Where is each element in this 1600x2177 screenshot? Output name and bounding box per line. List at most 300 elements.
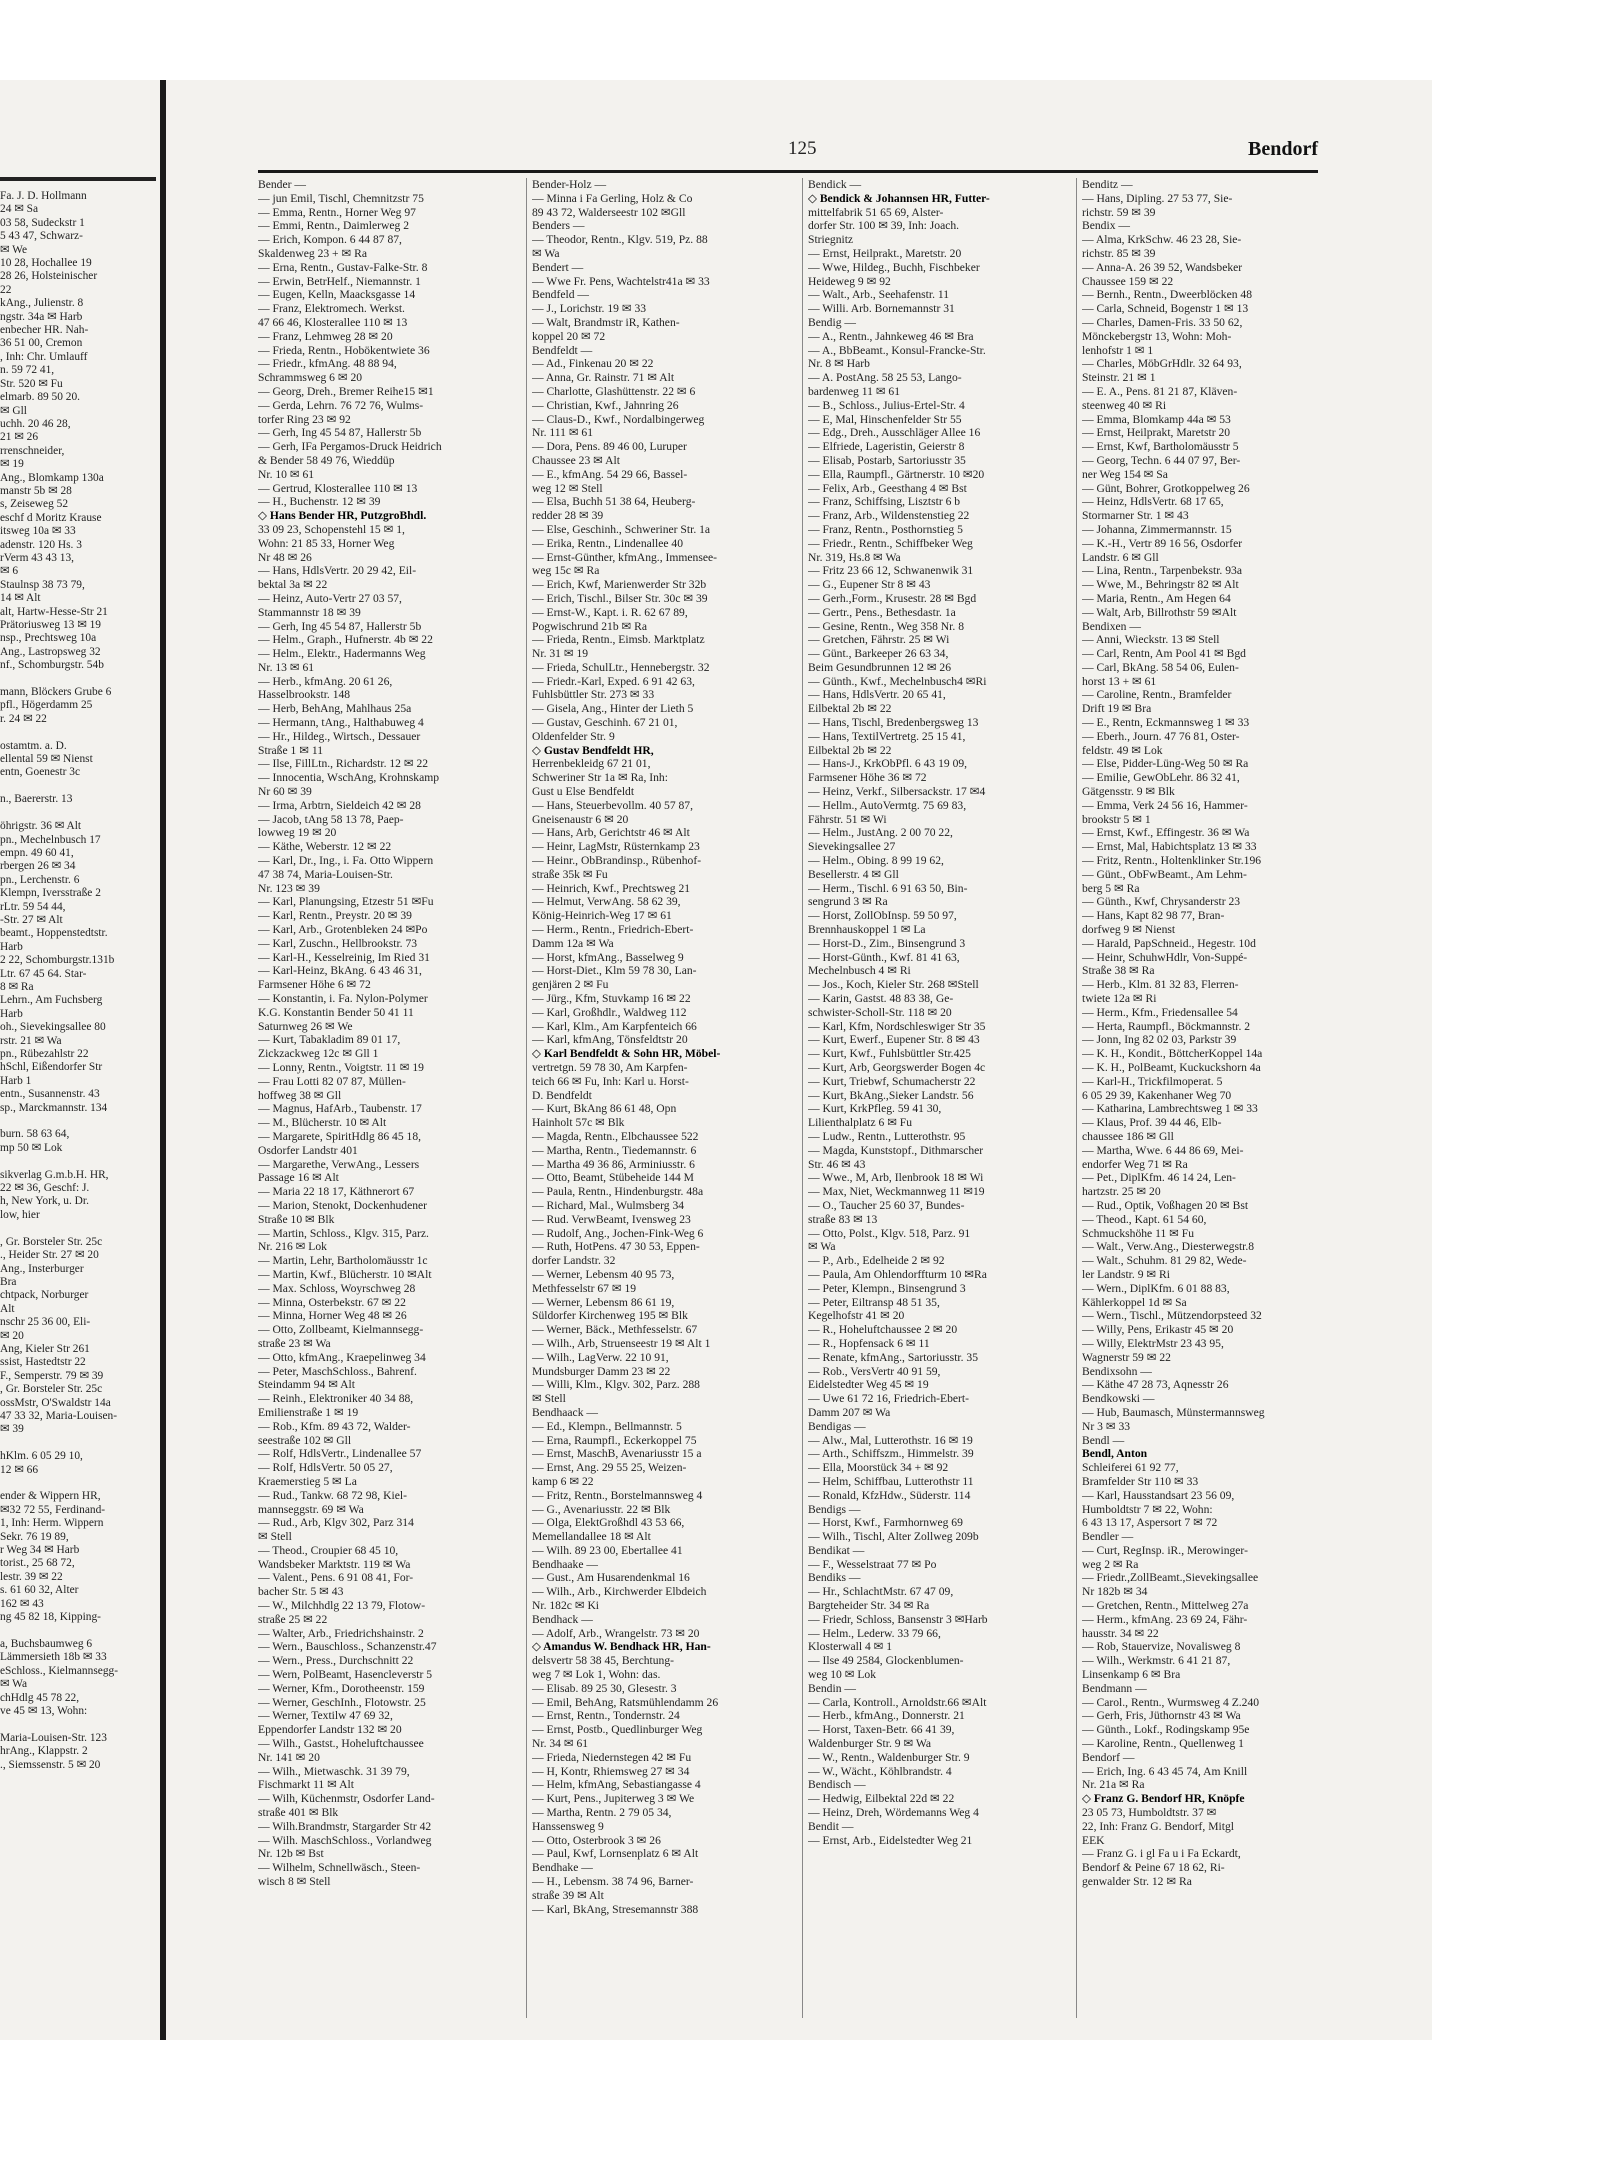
directory-entry-line: Schrammsweg 6 ✉ 20 <box>258 371 363 385</box>
previous-page-line <box>0 1718 156 1731</box>
directory-entry-line: — Helm, Schiffbau, Lutterothstr 11 <box>808 1474 974 1488</box>
directory-entry-line: Kählerkoppel 1d ✉ Sa <box>1082 1295 1187 1309</box>
directory-entry-line: — Max, Niet, Weckmannweg 11 ✉19 <box>808 1185 985 1199</box>
directory-entry-line: — Horst, Kwf., Farmhornweg 69 <box>808 1516 963 1530</box>
directory-entry-line: straße 35k ✉ Fu <box>532 867 608 881</box>
directory-entry-line: — E., Rentn, Eckmannsweg 1 ✉ 33 <box>1082 716 1250 730</box>
directory-entry-line: — Klaus, Prof. 39 44 46, Elb- <box>1082 1116 1222 1130</box>
directory-entry-line: weg 2 ✉ Ra <box>1082 1557 1139 1571</box>
directory-entry-line: Chaussee 23 ✉ Alt <box>532 453 620 467</box>
previous-page-line: hKlm. 6 05 29 10, <box>0 1450 83 1463</box>
directory-entry-line: — Werner, GeschInh., Flotowstr. 25 <box>258 1695 426 1709</box>
previous-page-line: ✉ We <box>0 243 28 256</box>
directory-entry-line: straße 401 ✉ Blk <box>258 1806 339 1820</box>
previous-page-line <box>0 807 156 820</box>
directory-entry-line: 47 66 46, Klosterallee 110 ✉ 13 <box>258 315 408 329</box>
directory-entry-line: — Karl-H., Kesselreinig, Im Ried 31 <box>258 950 430 964</box>
directory-entry-line: — Paula, Am Ohlendorffturm 10 ✉Ra <box>808 1267 987 1281</box>
previous-page-line: sikverlag G.m.b.H. HR, <box>0 1168 109 1181</box>
directory-entry-line: — Käthe, Weberstr. 12 ✉ 22 <box>258 840 392 854</box>
previous-page-line: ssist, Hastedtstr 22 <box>0 1356 86 1369</box>
directory-entry-line: Gneisenaustr 6 ✉ 20 <box>532 812 629 826</box>
previous-page-line: elmarb. 89 50 20. <box>0 391 81 404</box>
previous-page-line <box>0 1155 156 1168</box>
directory-entry-line: — Arth., Schiffszm., Himmelstr. 39 <box>808 1447 974 1461</box>
directory-entry-line: — Anni, Wieckstr. 13 ✉ Stell <box>1082 633 1220 647</box>
directory-entry-line: — Lina, Rentn., Tarpenbekstr. 93a <box>1082 564 1242 578</box>
column-divider <box>1076 178 1077 2018</box>
directory-entry-line: — Gretchen, Fährstr. 25 ✉ Wi <box>808 633 950 647</box>
directory-entry-line: Bender-Holz — <box>532 178 607 191</box>
directory-entry-line: — Friedr., kfmAng. 48 88 94, <box>258 357 397 371</box>
directory-entry-line: — Frieda, SchulLtr., Hennebergstr. 32 <box>532 660 710 674</box>
directory-entry-line: — Walt., Verw.Ang., Diesterwegstr.8 <box>1082 1240 1255 1254</box>
directory-entry-line: — Wern., Press., Durchschnitt 22 <box>258 1654 414 1668</box>
directory-entry-line: weg 10 ✉ Lok <box>808 1668 876 1682</box>
directory-entry-line: — Kurt, Arb, Georgswerder Bogen 4c <box>808 1061 986 1074</box>
previous-page-line <box>0 1437 156 1450</box>
directory-entry-line: — Charlotte, Glashüttenstr. 22 ✉ 6 <box>532 384 696 398</box>
directory-entry-line: — Elfriede, Lageristin, Geierstr 8 <box>808 440 965 454</box>
previous-page-line: Harb <box>0 940 23 953</box>
running-head: Bendorf <box>1248 138 1318 160</box>
directory-entry-line: — Karl, Großhdlr., Waldweg 112 <box>532 1005 687 1019</box>
directory-entry-line: — Erna, Raumpfl., Eckerkoppel 75 <box>532 1433 697 1447</box>
directory-entry-line: — Horst-Günth., Kwf. 81 41 63, <box>808 950 960 964</box>
directory-entry-line: — Olga, ElektGroßhdl 43 53 66, <box>532 1516 685 1530</box>
directory-entry-line: — Wwe., M, Arb, Ilenbrook 18 ✉ Wi <box>808 1171 984 1185</box>
directory-entry-line: — E, Mal, Hinschenfelder Str 55 <box>808 412 962 426</box>
directory-entry-line: — Christian, Kwf., Jahnring 26 <box>532 398 679 412</box>
directory-entry-line: — E., kfmAng. 54 29 66, Bassel- <box>532 467 688 481</box>
directory-entry-line: — Charles, Damen-Fris. 33 50 62, <box>1082 315 1243 329</box>
directory-entry-line: — Irma, Arbtrn, Sieldeich 42 ✉ 28 <box>258 798 421 812</box>
previous-page-line: empn. 49 60 41, <box>0 846 74 859</box>
directory-entry-line: — Carol., Rentn., Wurmsweg 4 Z.240 <box>1082 1695 1260 1709</box>
previous-page-line: s. 61 60 32, Alter <box>0 1584 79 1597</box>
directory-entry-line: Bendhaake — <box>532 1557 598 1571</box>
directory-entry-line: Nr. 12b ✉ Bst <box>258 1847 324 1861</box>
directory-entry-line: — Hans, Arb, Gerichtstr 46 ✉ Alt <box>532 826 690 840</box>
directory-entry-line: — Wwe, M., Behringstr 82 ✉ Alt <box>1082 578 1239 592</box>
directory-entry-line: — Frau Lotti 82 07 87, Müllen- <box>258 1074 406 1088</box>
directory-entry-line: Bendorf & Peine 67 18 62, Ri- <box>1082 1861 1225 1875</box>
directory-entry-line: weg 7 ✉ Lok 1, Wohn: das. <box>532 1668 661 1682</box>
directory-entry-line: — Walt, Brandmstr iR, Kathen- <box>532 315 680 329</box>
directory-entry-line: — Reinh., Elektroniker 40 34 88, <box>258 1392 414 1406</box>
directory-entry-line: — Otto, Beamt, Stübeheide 144 M <box>532 1171 694 1185</box>
directory-entry-line: Nr. 111 ✉ 61 <box>532 426 594 440</box>
directory-entry-line: — Werner, Lebensm 86 61 19, <box>532 1295 675 1309</box>
previous-page-line: Lämmersieth 18b ✉ 33 <box>0 1651 107 1664</box>
directory-entry-line: — Eberh., Journ. 47 76 81, Oster- <box>1082 729 1240 743</box>
directory-entry-line: — Ernst, Kwf, Bartholomäusstr 5 <box>1082 440 1239 454</box>
directory-entry-line: Bendfeld — <box>532 288 589 302</box>
previous-page-line: pn., Rübezahlstr 22 <box>0 1048 89 1060</box>
directory-entry-line: — Werner, Textilw 47 69 32, <box>258 1709 393 1723</box>
directory-page <box>0 80 1432 2040</box>
directory-entry-line: Schleiferei 61 92 77, <box>1082 1461 1179 1475</box>
directory-entry-line: Wandsbeker Marktstr. 119 ✉ Wa <box>258 1557 411 1571</box>
directory-entry-line: Sievekingsallee 27 <box>808 840 896 854</box>
directory-entry-line: Bendit — <box>808 1819 854 1833</box>
directory-entry-line: — Wilh., Arb, Struenseestr 19 ✉ Alt 1 <box>532 1336 711 1350</box>
directory-entry-line: endorfer Weg 71 ✉ Ra <box>1082 1157 1188 1171</box>
previous-page-line: Klempn, Iversstraße 2 <box>0 887 101 900</box>
previous-page-line: manstr 5b ✉ 28 <box>0 484 72 497</box>
directory-entry-line: — Karoline, Rentn., Quellenweg 1 <box>1082 1737 1244 1751</box>
directory-entry-line: Mönckebergstr 13, Wohn: Moh- <box>1082 329 1232 343</box>
directory-entry-line: — Martha, Rentn. 2 79 05 34, <box>532 1806 672 1820</box>
directory-entry-line: dorfweg 9 ✉ Nienst <box>1082 923 1176 937</box>
directory-entry-line: — Rob, Stauervize, Novalisweg 8 <box>1082 1640 1241 1654</box>
previous-page-line: , Inh: Chr. Umlauff <box>0 350 88 363</box>
previous-page-line: ngstr. 34a ✉ Harb <box>0 310 83 323</box>
directory-entry-line: Nr. 8 ✉ Harb <box>808 357 870 371</box>
directory-entry-line: Bendiks — <box>808 1571 861 1585</box>
directory-entry-line: — Gerh, Ing 45 54 87, Hallerstr 5b <box>258 426 422 440</box>
directory-entry-line: mittelfabrik 51 65 69, Alster- <box>808 205 944 219</box>
directory-entry-line: — Heinz, HdlsVertr. 68 17 65, <box>1082 495 1224 509</box>
directory-entry-line: sengrund 3 ✉ Ra <box>808 895 888 909</box>
directory-entry-line: — Wilh. MaschSchloss., Vorlandweg <box>258 1833 432 1847</box>
directory-entry-line: — Eugen, Kelln, Maacksgasse 14 <box>258 288 416 302</box>
directory-entry-line: — Fritz 23 66 12, Schwanenwik 31 <box>808 564 974 578</box>
directory-entry-line: Skaldenweg 23 + ✉ Ra <box>258 246 367 260</box>
directory-entry-line: Hanssensweg 9 <box>532 1819 604 1833</box>
directory-entry-line: — Renate, kfmAng., Sartoriusstr. 35 <box>808 1350 979 1364</box>
directory-entry-line: Steinstr. 21 ✉ 1 <box>1082 371 1156 385</box>
directory-entry-line: — Rud., Optik, Voßhagen 20 ✉ Bst <box>1082 1198 1249 1212</box>
directory-entry-line: Nr. 141 ✉ 20 <box>258 1750 320 1764</box>
directory-entry-line: — Magda, Kunststopf., Dithmarscher <box>808 1143 984 1157</box>
directory-entry-line: — Herm., Kfm., Friedensallee 54 <box>1082 1005 1238 1019</box>
directory-entry-line: — Willy, ElektrMstr 23 43 95, <box>1082 1336 1224 1350</box>
directory-entry-line: — Kurt, KrkPfleg. 59 41 30, <box>808 1102 942 1116</box>
directory-entry-line: Bendl, Anton <box>1082 1447 1148 1461</box>
directory-entry-line: Zickzackweg 12c ✉ Gll 1 <box>258 1047 379 1061</box>
directory-entry-line: Gätgensstr. 9 ✉ Blk <box>1082 785 1175 799</box>
directory-entry-line: schwister-Scholl-Str. 118 ✉ 20 <box>808 1005 952 1019</box>
directory-entry-line: — Horst, kfmAng., Basselweg 9 <box>532 950 684 964</box>
directory-entry-line: — Johanna, Zimmermannstr. 15 <box>1082 522 1232 536</box>
page-header <box>258 138 1318 168</box>
directory-entry-line: Bendixsohn — <box>1082 1364 1152 1378</box>
directory-entry-line: — Hermann, tAng., Halthabuweg 4 <box>258 716 424 730</box>
directory-entry-line: Bender — <box>258 178 306 191</box>
directory-entry-line: — Adolf, Arb., Wrangelstr. 73 ✉ 20 <box>532 1626 700 1640</box>
directory-entry-line: hartzstr. 25 ✉ 20 <box>1082 1185 1161 1199</box>
directory-entry-line: Bendmann — <box>1082 1681 1147 1695</box>
directory-entry-line: — Rob., Kfm. 89 43 72, Walder- <box>258 1419 411 1433</box>
directory-entry-line: Nr. 216 ✉ Lok <box>258 1240 327 1254</box>
previous-page-line: rrenschneider, <box>0 444 65 457</box>
previous-page-line: pn., Lerchenstr. 6 <box>0 873 80 886</box>
directory-entry-line: Emilienstraße 1 ✉ 19 <box>258 1405 359 1419</box>
directory-entry-line: Eilbektal 2b ✉ 22 <box>808 743 892 757</box>
previous-page-line <box>0 1222 156 1235</box>
directory-entry-line: — Heinz, Auto-Vertr 27 03 57, <box>258 591 402 605</box>
directory-entry-line: — Helm., Graph., Hufnerstr. 4b ✉ 22 <box>258 633 433 647</box>
directory-entry-line: Damm 207 ✉ Wa <box>808 1405 891 1419</box>
directory-entry-line: — Ernst-W., Kapt. i. R. 62 67 89, <box>532 605 688 619</box>
directory-entry-line: bardenweg 11 ✉ 61 <box>808 384 901 398</box>
directory-entry-line: Memellandallee 18 ✉ Alt <box>532 1530 651 1544</box>
directory-entry-line: Wagnerstr 59 ✉ 22 <box>1082 1350 1171 1364</box>
directory-entry-line: Bendisch — <box>808 1778 866 1792</box>
previous-page-line: 8 ✉ Ra <box>0 980 34 993</box>
directory-entry-line: — Rud., Arb, Klgv 302, Parz 314 <box>258 1516 414 1530</box>
directory-entry-line: — jun Emil, Tischl, Chemnitzstr 75 <box>258 191 424 205</box>
directory-entry-line: ✉ Wa <box>532 246 560 260</box>
directory-entry-line: — Ruth, HotPens. 47 30 53, Eppen- <box>532 1240 700 1254</box>
directory-entry-line: weg 15c ✉ Ra <box>532 564 600 578</box>
directory-entry-line: — Kurt, Tabakladim 89 01 17, <box>258 1033 401 1047</box>
previous-page-line: rstr. 21 ✉ Wa <box>0 1034 62 1047</box>
directory-entry-line: feldstr. 49 ✉ Lok <box>1082 743 1163 757</box>
directory-entry-line: vertretgn. 59 78 30, Am Karpfen- <box>532 1061 688 1074</box>
directory-entry-line: — Kurt, Kwf., Fuhlsbüttler Str.425 <box>808 1047 971 1061</box>
directory-entry-line: Eidelstedter Weg 45 ✉ 19 <box>808 1378 929 1392</box>
directory-entry-line: — Wilh., Tischl, Alter Zollweg 209b <box>808 1530 979 1544</box>
directory-entry-line: — Wern, PolBeamt, Hasencleverstr 5 <box>258 1668 433 1682</box>
directory-entry-line: — Ernst-Günther, kfmAng., Immensee- <box>532 550 717 564</box>
directory-entry-line: ler Landstr. 9 ✉ Ri <box>1082 1267 1170 1281</box>
directory-entry-line: — Gretchen, Rentn., Mittelweg 27a <box>1082 1599 1249 1613</box>
directory-entry-line: — Otto, Polst., Klgv. 518, Parz. 91 <box>808 1226 971 1240</box>
directory-entry-line: — Karl, Arb., Grotenbleken 24 ✉Po <box>258 923 428 937</box>
directory-entry-line: K.G. Konstantin Bender 50 41 11 <box>258 1005 414 1019</box>
directory-entry-line: Bendhake — <box>532 1861 593 1875</box>
previous-page-line: Ltr. 67 45 64. Star- <box>0 967 87 980</box>
directory-entry-line: — Wilh., LagVerw. 22 10 91, <box>532 1350 669 1364</box>
directory-column-3 <box>808 178 1070 1847</box>
directory-entry-line: — Ernst, Rentn., Tondernstr. 24 <box>532 1709 680 1723</box>
directory-entry-line: — Gerh, Fris, Jüthornstr 43 ✉ Wa <box>1082 1709 1241 1723</box>
previous-page-line: 03 58, Sudeckstr 1 <box>0 216 85 229</box>
previous-page-line: 12 ✉ 66 <box>0 1463 39 1476</box>
directory-entry-line: — Horst-D., Zim., Binsengrund 3 <box>808 936 966 950</box>
previous-page-line: 21 ✉ 26 <box>0 431 39 444</box>
directory-entry-line: — Gerh, Ing 45 54 87, Hallerstr 5b <box>258 619 422 633</box>
previous-page-line: Staulnsp 38 73 79, <box>0 578 85 591</box>
previous-page-line: ✉ Wa <box>0 1678 28 1691</box>
previous-page-line: Ang, Kieler Str 261 <box>0 1342 90 1355</box>
directory-entry-line: — Hans, HdlsVertr. 20 65 41, <box>808 688 946 702</box>
previous-page-line: h, New York, u. Dr. <box>0 1195 89 1208</box>
directory-entry-line: kamp 6 ✉ 22 <box>532 1474 594 1488</box>
previous-page-line: pn., Mechelnbusch 17 <box>0 833 101 846</box>
column-divider <box>802 178 803 2018</box>
directory-entry-line: — H, Kontr, Rhiemsweg 27 ✉ 34 <box>532 1764 690 1778</box>
previous-page-line: ✉32 72 55, Ferdinand- <box>0 1503 106 1516</box>
directory-entry-line: genjären 2 ✉ Fu <box>532 978 609 992</box>
directory-entry-line: Bargteheider Str. 34 ✉ Ra <box>808 1599 930 1613</box>
directory-entry-line: Heideweg 9 ✉ 92 <box>808 274 891 288</box>
directory-entry-line: — Willy, Pens, Erikastr 45 ✉ 20 <box>1082 1323 1234 1337</box>
directory-entry-line: — Jos., Koch, Kieler Str. 268 ✉Stell <box>808 978 979 992</box>
directory-entry-line: ✉ Stell <box>258 1530 292 1544</box>
directory-entry-line: Oldenfelder Str. 9 <box>532 729 615 743</box>
directory-entry-line: Fischmarkt 11 ✉ Alt <box>258 1778 354 1792</box>
directory-entry-line: — Georg, Dreh., Bremer Reihe15 ✉1 <box>258 384 434 398</box>
previous-page-line: Sekr. 76 19 89, <box>0 1530 69 1543</box>
previous-page-line: ., Siemssenstr. 5 ✉ 20 <box>0 1758 101 1771</box>
directory-entry-line: — Heinr, LagMstr, Rüsternkamp 23 <box>532 840 700 854</box>
directory-entry-line: — Magda, Rentn., Elbchaussee 522 <box>532 1129 699 1143</box>
directory-entry-line: bektal 3a ✉ 22 <box>258 578 328 592</box>
previous-page-line: 36 51 00, Cremon <box>0 337 83 350</box>
directory-entry-line: — Emilie, GewObLehr. 86 32 41, <box>1082 771 1240 785</box>
directory-entry-line: straße 25 ✉ 22 <box>258 1612 328 1626</box>
previous-page-line: hrAng., Klappstr. 2 <box>0 1745 88 1758</box>
directory-entry-line: — Emma, Blomkamp 44a ✉ 53 <box>1082 412 1231 426</box>
previous-page-line: hSchl, Eißendorfer Str <box>0 1061 103 1074</box>
directory-entry-line: — Walter, Arb., Friedrichshainstr. 2 <box>258 1626 424 1640</box>
directory-entry-line: — Anna, Gr. Rainstr. 71 ✉ Alt <box>532 371 675 385</box>
previous-page-line: r. 24 ✉ 22 <box>0 712 47 725</box>
directory-entry-line: — Karl, Rentn., Preystr. 20 ✉ 39 <box>258 909 412 923</box>
directory-entry-line: — Carla, Schneid, Bogenstr 1 ✉ 13 <box>1082 302 1249 316</box>
directory-entry-line: Bendin — <box>808 1681 856 1695</box>
directory-entry-line: ◇ Hans Bender HR, PutzgroBhdl. <box>258 509 427 523</box>
directory-entry-line: — Ad., Finkenau 20 ✉ 22 <box>532 357 654 371</box>
directory-entry-line: — Rolf, HdlsVertr., Lindenallee 57 <box>258 1447 422 1461</box>
directory-entry-line: 6 05 29 39, Kakenhaner Weg 70 <box>1082 1088 1232 1102</box>
directory-entry-line: — Horst-Diet., Klm 59 78 30, Lan- <box>532 964 697 978</box>
directory-entry-line: — Gerh, IFa Pergamos-Druck Heidrich <box>258 440 442 454</box>
directory-entry-line: — Kurt, Ewerf., Eupener Str. 8 ✉ 43 <box>808 1033 980 1047</box>
directory-entry-line: Nr 3 ✉ 33 <box>1082 1419 1131 1433</box>
directory-entry-line: Bendig — <box>808 315 856 329</box>
previous-page-line: ., Heider Str. 27 ✉ 20 <box>0 1249 99 1262</box>
directory-entry-line: — Martin, Lehr, Bartholomäusstr 1c <box>258 1254 428 1268</box>
directory-entry-line: — W., Rentn., Waldenburger Str. 9 <box>808 1750 970 1764</box>
directory-entry-line: wisch 8 ✉ Stell <box>258 1875 331 1889</box>
directory-entry-line: — Elisab. 89 25 30, Glesestr. 3 <box>532 1681 677 1695</box>
directory-entry-line: — Walt., Arb., Seehafenstr. 11 <box>808 288 950 302</box>
directory-entry-line: 89 43 72, Walderseestr 102 ✉Gll <box>532 205 686 219</box>
previous-page-line: entn., Susannenstr. 43 <box>0 1088 100 1101</box>
previous-page-line <box>0 780 156 793</box>
directory-entry-line: Bendigs — <box>808 1502 861 1516</box>
directory-entry-line: — Edg., Dreh., Ausschläger Allee 16 <box>808 426 981 440</box>
directory-entry-line: — Peter, Eiltransp 48 51 35, <box>808 1295 940 1309</box>
directory-entry-line: lowweg 19 ✉ 20 <box>258 826 337 840</box>
previous-page-line: 2 22, Schomburgstr.131b <box>0 954 115 967</box>
directory-entry-line: — Uwe 61 72 16, Friedrich-Ebert- <box>808 1392 969 1406</box>
directory-entry-line: — Hans, Steuerbevollm. 40 57 87, <box>532 798 694 812</box>
directory-entry-line: — Karl, Dr., Ing., i. Fa. Otto Wippern <box>258 854 434 868</box>
directory-entry-line: — Karl, Planungsing, Etzestr 51 ✉Fu <box>258 895 434 909</box>
directory-entry-line: — Alma, KrkSchw. 46 23 28, Sie- <box>1082 233 1242 247</box>
previous-page-line: nschr 25 36 00, Eli- <box>0 1316 91 1329</box>
directory-entry-line: D. Bendfeldt <box>532 1088 592 1102</box>
directory-entry-line: hausstr. 34 ✉ 22 <box>1082 1626 1159 1640</box>
directory-entry-line: — Theodor, Rentn., Klgv. 519, Pz. 88 <box>532 233 708 247</box>
directory-entry-line: — Karin, Gastst. 48 83 38, Ge- <box>808 992 954 1006</box>
directory-entry-line: — G., Avenariusstr. 22 ✉ Blk <box>532 1502 671 1516</box>
directory-entry-line: — Margarethe, VerwAng., Lessers <box>258 1157 420 1171</box>
directory-entry-line: — Günth., Kwf., Mechelnbusch4 ✉Ri <box>808 674 987 688</box>
directory-entry-line: — P., Arb., Edelheide 2 ✉ 92 <box>808 1254 945 1268</box>
directory-entry-line: Bramfelder Str 110 ✉ 33 <box>1082 1474 1199 1488</box>
directory-entry-line: — Georg, Techn. 6 44 07 97, Ber- <box>1082 453 1241 467</box>
directory-entry-line: — Erich, Kompon. 6 44 87 87, <box>258 233 402 247</box>
directory-entry-line: Bendert — <box>532 260 584 274</box>
directory-entry-line: horst 13 + ✉ 61 <box>1082 674 1157 688</box>
directory-entry-line: — Frieda, Rentn., Eimsb. Marktplatz <box>532 633 705 647</box>
directory-entry-line: König-Heinrich-Weg 17 ✉ 61 <box>532 909 672 923</box>
previous-page-line: Prätoriusweg 13 ✉ 19 <box>0 619 101 631</box>
directory-entry-line: Benders — <box>532 219 585 233</box>
directory-entry-line: — Franz, Lehmweg 28 ✉ 20 <box>258 329 393 343</box>
directory-entry-line: — Erich, Kwf, Marienwerder Str 32b <box>532 578 707 592</box>
directory-entry-line: — Gertrud, Klosterallee 110 ✉ 13 <box>258 481 418 495</box>
previous-page-line: Maria-Louisen-Str. 123 <box>0 1731 107 1744</box>
previous-page-line: burn. 58 63 64, <box>0 1128 70 1141</box>
previous-page-line: ender & Wippern HR, <box>0 1490 101 1503</box>
previous-page-line: 22 ✉ 36, Geschf: J. <box>0 1182 90 1195</box>
previous-page-line: Harb 1 <box>0 1074 32 1087</box>
directory-entry-line: Kegelhofstr 41 ✉ 20 <box>808 1309 905 1323</box>
directory-entry-line: Fuhlsbüttler Str. 273 ✉ 33 <box>532 688 655 702</box>
directory-entry-line: — Frieda, Rentn., Hobökentwiete 36 <box>258 343 430 357</box>
directory-entry-line: — Magnus, HafArb., Taubenstr. 17 <box>258 1102 422 1116</box>
directory-entry-line: — Friedr.-Karl, Exped. 6 91 42 63, <box>532 674 695 688</box>
directory-entry-line: Nr 60 ✉ 39 <box>258 785 312 799</box>
previous-page-line: mann, Blöckers Grube 6 <box>0 686 112 699</box>
directory-entry-line: — Friedr., Rentn., Schiffbeker Weg <box>808 536 973 550</box>
directory-entry-line: — Wern., DiplKfm. 6 01 88 83, <box>1082 1281 1230 1295</box>
directory-entry-line: — Jonn, Ing 82 02 03, Parkstr 39 <box>1082 1033 1237 1047</box>
directory-entry-line: — Franz G. i gl Fa u i Fa Eckardt, <box>1082 1847 1241 1861</box>
directory-entry-line: — Martha 49 36 86, Arminiusstr. 6 <box>532 1157 695 1171</box>
directory-entry-line: 33 09 23, Schopenstehl 15 ✉ 1, <box>258 522 405 536</box>
directory-entry-line: Hainholt 57c ✉ Blk <box>532 1116 625 1130</box>
book-gutter <box>160 80 166 2040</box>
previous-page-line: alt, Hartw-Hesse-Str 21 <box>0 605 108 618</box>
directory-entry-line: — Lonny, Rentn., Voigtstr. 11 ✉ 19 <box>258 1061 424 1074</box>
directory-entry-line: — Käthe 47 28 73, Aqnesstr 26 <box>1082 1378 1229 1392</box>
directory-entry-line: berg 5 ✉ Ra <box>1082 881 1140 895</box>
directory-entry-line: — Else, Geschinh., Schweriner Str. 1a <box>532 522 711 536</box>
directory-entry-line: — Ernst, Postb., Quedlinburger Weg <box>532 1723 703 1737</box>
previous-page-line: ellental 59 ✉ Nienst <box>0 753 93 766</box>
directory-entry-line: — Innocentia, WschAng, Krohnskamp <box>258 771 440 785</box>
directory-entry-line: — Harald, PapSchneid., Hegestr. 10d <box>1082 936 1256 950</box>
directory-entry-line: 6 43 13 17, Aspersort 7 ✉ 72 <box>1082 1516 1218 1530</box>
previous-page-line: Harb <box>0 1007 23 1020</box>
directory-entry-line: — Hans, TextilVertretg. 25 15 41, <box>808 729 966 743</box>
directory-entry-line: — Wwe, Hildeg., Buchh, Fischbeker <box>808 260 980 274</box>
directory-entry-line: — Rob., VersVertr 40 91 59, <box>808 1364 941 1378</box>
directory-entry-line: — Elisab, Postarb, Sartoriusstr 35 <box>808 453 966 467</box>
directory-entry-line: — Herb., kfmAng., Donnerstr. 21 <box>808 1709 965 1723</box>
directory-entry-line: — Otto, kfmAng., Kraepelinweg 34 <box>258 1350 426 1364</box>
directory-entry-line: Nr. 123 ✉ 39 <box>258 881 320 895</box>
directory-entry-line: — Gerh.,Form., Krusestr. 28 ✉ Bgd <box>808 591 977 605</box>
directory-entry-line: Eilbektal 2b ✉ 22 <box>808 702 892 716</box>
directory-column-4 <box>1082 178 1324 1889</box>
directory-entry-line: — Ernst, Heilprakt., Maretstr. 20 <box>808 246 962 260</box>
directory-entry-line: — Hans, Kapt 82 98 77, Bran- <box>1082 909 1225 923</box>
directory-entry-line: Hasselbrookstr. 148 <box>258 688 351 702</box>
directory-entry-line: Str. 46 ✉ 43 <box>808 1157 866 1171</box>
directory-entry-line: redder 28 ✉ 39 <box>532 509 604 523</box>
directory-entry-line: — Gesine, Rentn., Weg 358 Nr. 8 <box>808 619 964 633</box>
directory-entry-line: — K. H., PolBeamt, Kuckuckshorn 4a <box>1082 1061 1261 1074</box>
